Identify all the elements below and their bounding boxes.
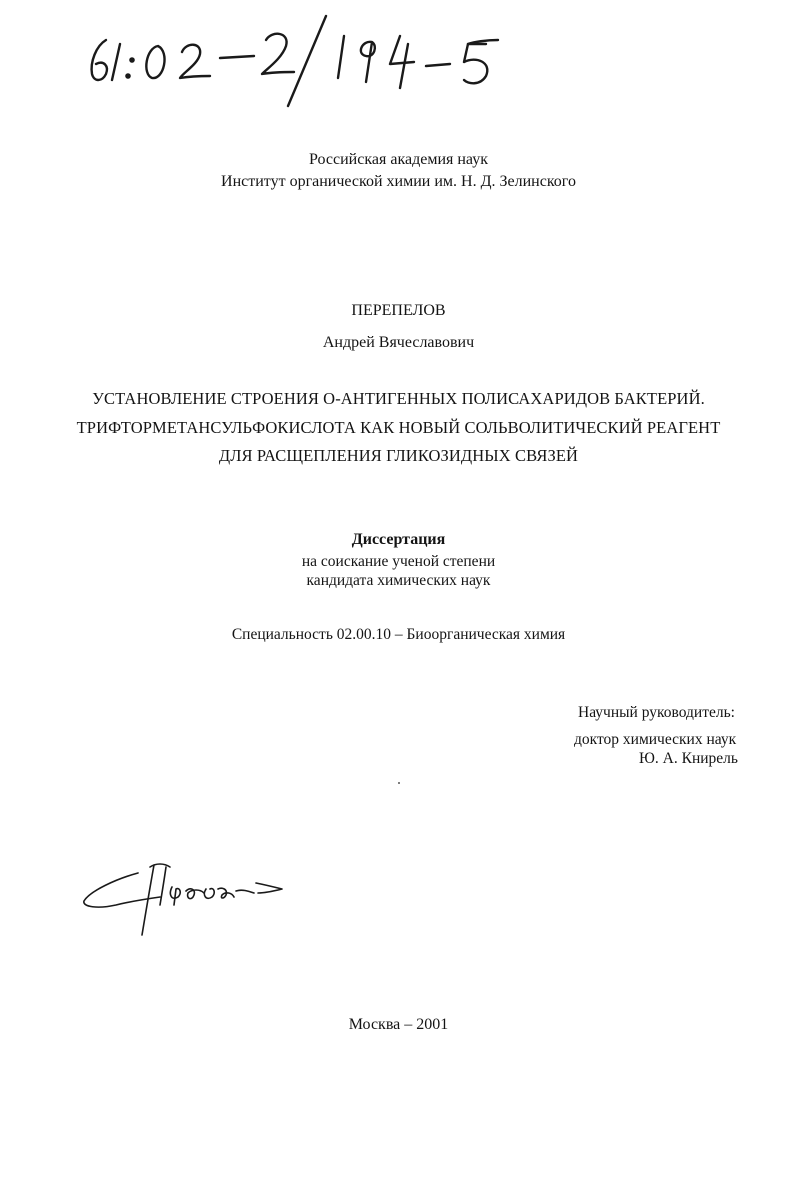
title-line-3: ДЛЯ РАСЩЕПЛЕНИЯ ГЛИКОЗИДНЫХ СВЯЗЕЙ (218, 446, 579, 465)
signature (76, 853, 288, 939)
author-surname: ПЕРЕПЕЛОВ (351, 302, 446, 319)
dissertation-degree-line-1: на соискание ученой степени (301, 553, 496, 570)
specialty: Специальность 02.00.10 – Биоорганическая химия (231, 626, 566, 643)
scan-speck (398, 782, 400, 784)
organization-institute: Институт органической химии им. Н. Д. Зелинского (221, 173, 576, 190)
city-year: Москва – 2001 (348, 1016, 449, 1033)
organization-academy: Российская академия наук (309, 151, 488, 168)
dissertation-label: Диссертация (351, 531, 446, 548)
supervisor-degree: доктор химических наук (574, 731, 737, 748)
supervisor-label: Научный руководитель: (578, 704, 735, 721)
title-line-2: ТРИФТОРМЕТАНСУЛЬФОКИСЛОТА КАК НОВЫЙ СОЛЬВОЛИТИЧЕСКИЙ РЕАГЕНТ (76, 418, 721, 437)
archive-number-handwriting (82, 6, 522, 110)
author-given-names: Андрей Вячеславович (322, 334, 475, 351)
dissertation-degree-line-2: кандидата химических наук (306, 572, 491, 589)
title-line-1: УСТАНОВЛЕНИЕ СТРОЕНИЯ О-АНТИГЕННЫХ ПОЛИСАХАРИДОВ БАКТЕРИЙ. (92, 389, 705, 408)
supervisor-name: Ю. А. Книрель (639, 750, 738, 767)
